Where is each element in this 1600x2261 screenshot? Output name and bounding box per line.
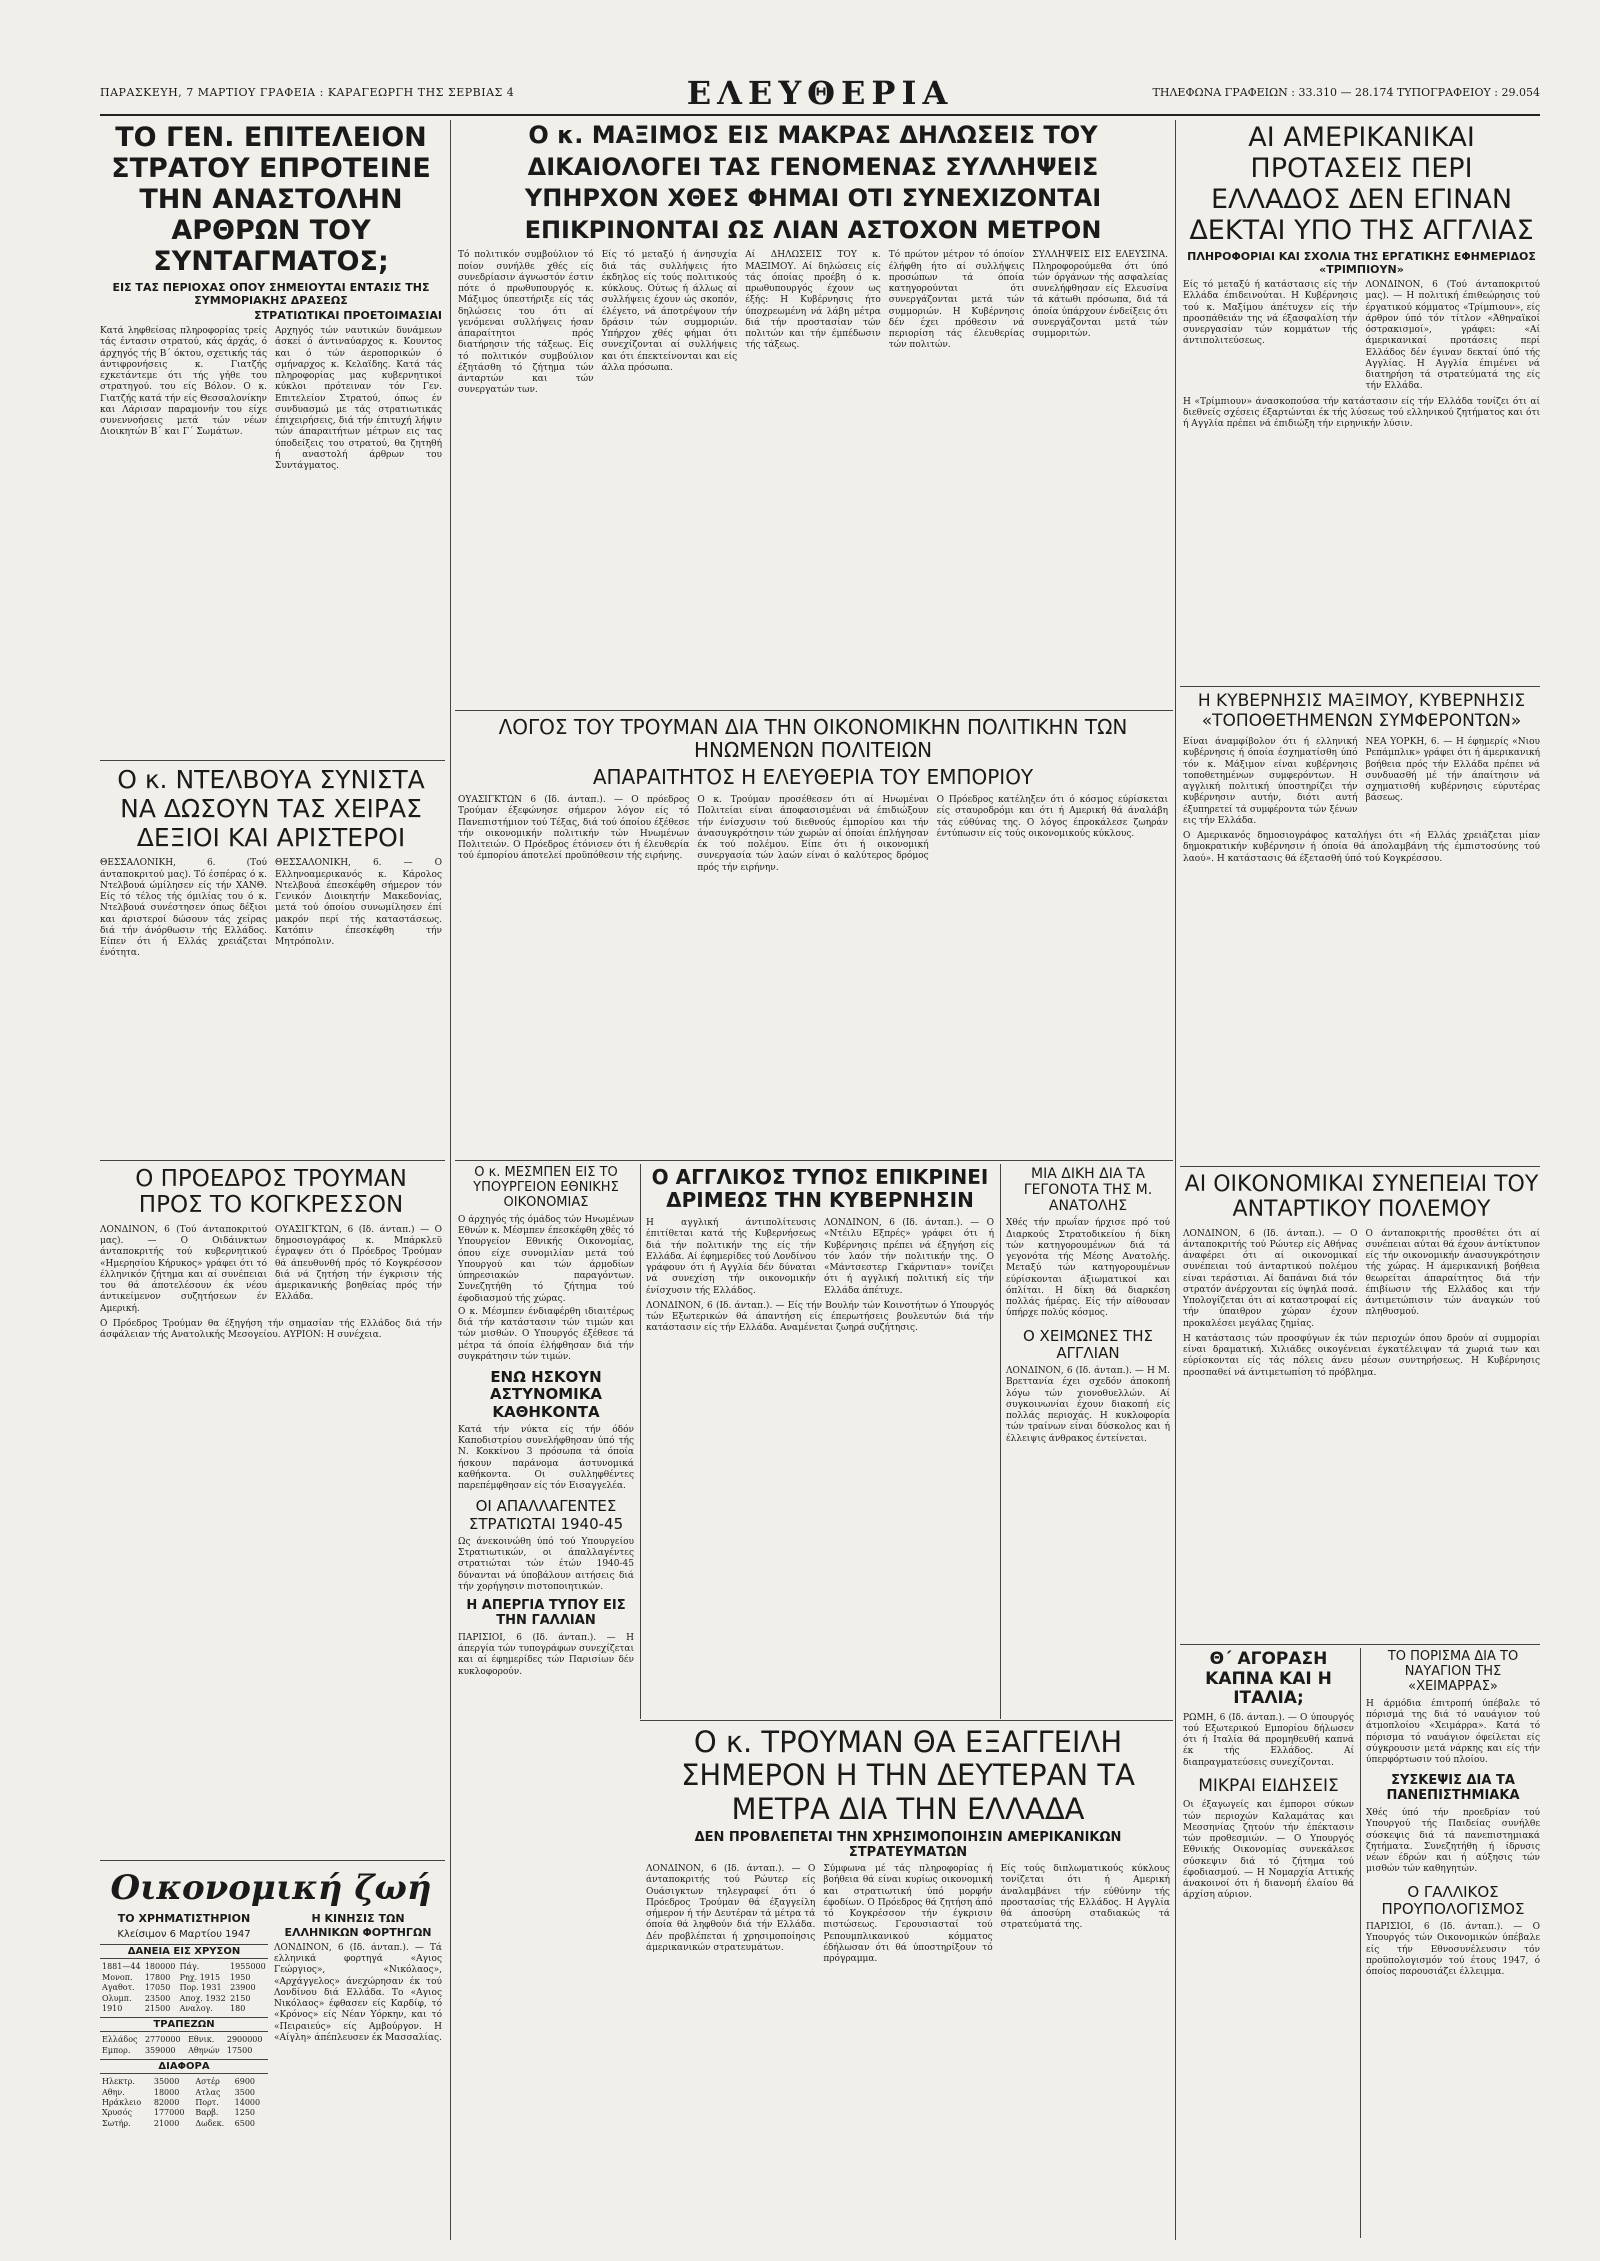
column-rule [450,120,451,2240]
section-heading: ΣΤΡΑΤΙΩΤΙΚΑΙ ΠΡΟΕΤΟΙΜΑΣΙΑΙ [254,309,442,323]
article-body: Ο άρχηγός τής όμάδος τών Ηνωμένων Εθνών κ. Μέσμπεν έπεσκέφθη χθές τό Υπουργείον Εθνικής Οικονομίας, όπου είχε συνομιλίαν μετά τού Υπουργού και τών άρμοδίων ύπηρεσιακών παραγόντων. Συνεζητήθη τό ζήτημα τού έφοδιασμού τής χώρας. [458,1214,634,1304]
column-rule [1175,120,1176,2240]
subheadline: ΕΙΣ ΤΑΣ ΠΕΡΙΟΧΑΣ ΟΠΟΥ ΣΗΜΕΙΟΥΤΑΙ ΕΝΤΑΣΙΣ ΤΗΣ ΣΥΜΜΟΡΙΑΚΗΣ ΔΡΑΣΕΩΣ [112,281,430,308]
article-body: ΛΟΝΔΙΝΟΝ, 6 (Τού άνταποκριτού μας). — Ο Οιδάινκτων άνταποκριτής τού κυβερνητικού «Ημερησίου Κήρυκος» γράφει ότι τό έλληνικόν ζήτημα και αί συνέπειαι του θά άποτελέσουν έκ νέου άντικείμενον συζητήσεων έν Αμερική. [100,1224,267,1314]
article-divider [1180,1644,1540,1645]
article-body: Αί ΔΗΛΩΣΕΙΣ ΤΟΥ κ. ΜΑΞΙΜΟΥ. Αί δηλώσεις είς τάς όποίας προέβη ό κ. πρωθυπουργός έχουν ως έξής: Η Κυβέρνησις ήτο ύποχρεωμένη νά λάβη μέτρα διά τήν προστασίαν τών πολιτών και τήν έμπέδωσιν τής τάξεως. [745,250,881,351]
table-row: Σωτήρ. 21000 Δωδεκ. 6500 [102,2118,256,2128]
article-truman-congress [100,1166,442,1856]
article-body: Κατά ληφθείσας πληροφορίας τρείς τάς έντασιν στρατού, κάς άρχάς, ό άρχηγός τής Β΄ όκτου, σχετικής τάς άντιφρονήσεις κ. Γιατζής εχκετάντεμε ότι τής γήθε του στρατηγού. του είς Βόλον. Ο κ. Γιατζής κατά τήν είς Θεσσαλονίκην και Λάρισαν παραμονήν του είχε συνεννοήσεις μετά τών νέων Διοικητών Β΄ και Γ΄ Σωμάτων. [100,326,267,438]
headline: ΔΙΚΑΙΟΛΟΓΕΙ ΤΑΣ ΓΕΝΟΜΕΝΑΣ ΣΥΛΛΗΨΕΙΣ [527,152,1099,181]
table-row: 1910 21500 Αναλογ. 180 [102,2004,246,2014]
article-body: ΝΕΑ ΥΟΡΚΗ, 6. — Η έφημερίς «Νιου Ρεπάμπλικ» γράφει ότι ή άμερικανική βοήθεια πρός τήν Ελλάδα πρέπει νά συνδυασθή μέ τήν άπαίτησιν νά σχηματισθή κυβέρνησις εύρυτέρας βάσεως. [1365,737,1540,804]
economic-life-section [100,1866,442,2246]
headline: Θ΄ ΑΓΟΡΑΣΗ ΚΑΠΝΑ ΚΑΙ Η ΙΤΑΛΙΑ; [1205,1650,1332,1709]
misc-table [100,2077,268,2129]
article-body: Κατά τήν νύκτα είς τήν όδόν Καποδιστρίου συνελήφθησαν ύπό τής Ν. Κοκκίνου 3 πρόσωπα τά όποία ήσκουν παράνομα άστυνομικά καθήκοντα. Οι συλληφθέντες παρεπέμφθησαν είς τόν Εισαγγελέα. [458,1424,634,1492]
article-body: Η κατάστασις τών προσφύγων έκ τών περιοχών όπου δρούν αί συμμορίαι είναι δραματική. Χιλιάδες οικογένειαι έγκατέλειψαν τά χωριά των και εύρίσκονται είς τάς πόλεις άνευ μέσων συντηρήσεως. Η Κυβέρνησις προσπαθεί νά άντιμετωπίση τό πρόβλημα. [1183,1333,1540,1378]
masthead [100,74,1540,110]
article-body: ΡΩΜΗ, 6 (Ιδ. άνταπ.). — Ο ύπουργός τού Εξωτερικού Εμπορίου δήλωσεν ότι ή Ιταλία θά προμηθευθή καπνά έκ τής Ελλάδος. Αί διαπραγματεύσεις συνεχίζονται. [1183,1712,1354,1768]
shipping-body: ΛΟΝΔΙΝΟΝ, 6 (Ιδ. άνταπ.). — Τά ελληνικά φορτηγά «Αγιος Γεώργιος», «Νικόλαος», «Αρχάγγελος» άνεχώρησαν έκ τού Λονδίνου διά Ελλάδα. Το «Αγιος Νικόλαος» έφθασεν είς Καρδίφ, τό «Κρόνος» είς Νέαν Υόρκην, και τό «Πειραιεύς» είς Αμβούργον. Η «Αίγλη» άπέπλευσεν έκ Μασσαλίας. [274,1942,442,2043]
article-maximos-government [1183,692,1540,1162]
column-rule [640,1164,641,1719]
headline: ΕΝΩ ΗΣΚΟΥΝ ΑΣΤΥΝΟΜΙΚΑ ΚΑΘΗΚΟΝΤΑ [490,1368,602,1421]
newspaper-title: ΕΛΕΥΘΕΡΙΑ [686,74,954,112]
loans-table [100,1962,268,2014]
article-body: ΟΥΑΣΙΓΚΤΩΝ, 6 (Ιδ. άνταπ.) — Ο δημοσιογράφος κ. Μπάρκλεϋ έγραψεν ότι ό Πρόεδρος Τρούμαν θά άπευθυνθή πρός τό Κογκρέσσον διά νά ζητήση τήν έγκρισιν τής άμερικανικής βοηθείας πρός τήν Ελλάδα. [275,1224,442,1303]
article-economic-consequences [1183,1172,1540,1642]
center-left-stack [458,1166,634,1716]
center-right-stack [1006,1166,1170,1716]
article-body: Είς τό μεταξύ ή κατάστασις είς τήν Ελλάδα έπιδεινούται. Η Κυβέρνησις τού κ. Μαξίμου άπέτυχεν είς τήν προσπάθειάν της νά έξασφαλίση τήν συνεργασίαν τών κομμάτων τής άντιπολιτεύσεως. [1183,280,1358,347]
article-body: Ο Αμερικανός δημοσιογράφος καταλήγει ότι «ή Ελλάς χρειάζεται μίαν δημοκρατικήν κυβέρνησιν ή όποία θά άπολαμβάνη τής έμπιστοσύνης τού λαού». Η κατάστασις θά έξετασθή ύπό τού Κογκρέσσου. [1183,831,1540,864]
shipping-title: Η ΚΙΝΗΣΙΣ ΤΩΝ ΕΛΛΗΝΙΚΩΝ ΦΟΡΤΗΓΩΝ [284,1912,432,1940]
headline: Ο ΓΑΛΛΙΚΟΣ ΠΡΟΥΠΟΛΟΓΙΣΜΟΣ [1381,1882,1525,1918]
article-body: ΛΟΝΔΙΝΟΝ, 6 (Ιδ. άνταπ.). — Ο άνταποκριτής τού Ρώυτερ είς Ουάσιγκτων τηλεγραφεί ότι ό Πρόεδρος Τρούμαν θά έξαγγείλη σήμερον ή τήν Δευτέραν τά μέτρα τά όποία θά ληφθούν διά τήν Ελλάδα. Δέν προβλέπεται ή χρησιμοποίησις άμερικανικών στρατευμάτων. [646,1864,816,1953]
article-body: Σύμφωνα μέ τάς πληροφορίας ή βοήθεια θά είναι κυρίως οικονομική και στρατιωτική ύπό μορφήν έφοδίων. Ο Πρόεδρος θά ζητήση άπό τό Κογκρέσσον τήν έγκρισιν πιστώσεως. Γερουσιασταί τού Ρεπουμπλικανικού κόμματος έδήλωσαν ότι θά ύποστηρίξουν τό πρόγραμμα. [823,1864,993,1965]
article-divider [455,710,1173,711]
article-body: ΟΥΑΣΙΓΚΤΩΝ 6 (Ιδ. άνταπ.). — Ο πρόεδρος Τρούμαν έξεφώνησε σήμερον λόγον είς τό Πανεπιστήμιον τού Τέξας, διά τού όποίου έξέθεσε τήν οικονομικήν πολιτικήν τών Ηνωμένων Πολιτειών. Ο Πρόεδρος έτόνισεν ότι ή έλευθερία τού έμπορίου άποτελεί προϋπόθεσιν τής ειρήνης. [458,795,690,862]
article-american-proposals [1183,122,1540,682]
headline: Η ΚΥΒΕΡΝΗΣΙΣ ΜΑΞΙΜΟΥ, ΚΥΒΕΡΝΗΣΙΣ «ΤΟΠΟΘΕΤΗΜΕΝΩΝ ΣΥΜΦΕΡΟΝΤΩΝ» [1197,692,1526,731]
article-ntelvoua [100,766,442,1166]
banks-title: ΤΡΑΠΕΖΩΝ [100,2017,268,2032]
section-title: Οικονομική ζωή [110,1868,432,1908]
article-divider [1180,1166,1540,1167]
headline: ΤΟ ΠΟΡΙΣΜΑ ΔΙΑ ΤΟ ΝΑΥΑΓΙΟΝ ΤΗΣ «ΧΕΙΜΑΡΡΑΣ» [1387,1650,1519,1694]
market-title: ΤΟ ΧΡΗΜΑΤΙΣΤΗΡΙΟΝ [117,1912,251,1926]
headline: ΥΠΗΡΧΟΝ ΧΘΕΣ ΦΗΜΑΙ ΟΤΙ ΣΥΝΕΧΙΖΟΝΤΑΙ [524,184,1102,213]
market-date: Κλείσιμον 6 Μαρτίου 1947 [117,1929,251,1941]
article-truman-policy [458,716,1168,1156]
headline: ΜΙΚΡΑΙ ΕΙΔΗΣΕΙΣ [1198,1775,1339,1796]
article-body: ΠΑΡΙΣΙΟΙ, 6 (Ιδ. άνταπ.). — Ο Υπουργός τών Οικονομικών ύπέβαλε είς τήν Εθνοσυνέλευσιν τόν προϋπολογισμόν τού έτους 1947, ό όποίος παρουσιάζει έλλειμμα. [1366,1922,1540,1978]
headline: Ο ΑΓΓΛΙΚΟΣ ΤΥΠΟΣ ΕΠΙΚΡΙΝΕΙ ΔΡΙΜΕΩΣ ΤΗΝ ΚΥΒΕΡΝΗΣΙΝ [651,1166,989,1212]
headline: ΑΠΑΡΑΙΤΗΤΟΣ Η ΕΛΕΥΘΕΡΙΑ ΤΟΥ ΕΜΠΟΡΙΟΥ [592,765,1034,789]
article-body: Αρχηγός τών ναυτικών δυνάμεων άσκεί ό άντιναύαρχος κ. Κουντος και ό τών άεροπορικών ό σμήναρχος κ. Κελαϊδης. Κατά τάς πληροφορίας μας κυβερνητικοί κύκλοι πρότειναν τόν Γεν. Επιτελείον Στρατού, όπως έν συνδυασμώ με τάς στρατιωτικάς έπιχειρήσεις, διά τήν έπιτυχή λήψιν τών άπαραιτήτων μέτρων εις τας ύποδείξεις του στρατού, θα ζητηθή ή αναστολή άρθρων του Συντάγματος. [275,326,442,472]
article-body: Ο Πρόεδρος κατέληξεν ότι ό κόσμος εύρίσκεται είς σταυροδρόμι και ότι ή Αμερική θά άναλάβη τάς εύθύνας της. Ο λόγος έπροκάλεσε ζωηράν έντύπωσιν είς τούς οικονομικούς κύκλους. [936,795,1168,839]
article-body: ΠΑΡΙΣΙΟΙ, 6 (Ιδ. άνταπ.). — Η άπεργία τών τυπογράφων συνεχίζεται και αί έφημερίδες τών Παρισίων δέν κυκλοφορούν. [458,1632,634,1677]
article-divider [100,1160,445,1161]
article-body: ΣΥΛΛΗΨΕΙΣ ΕΙΣ ΕΛΕΥΣΙΝΑ. Πληροφορούμεθα ότι ύπό τών όργάνων τής ασφαλείας συνελήφθησαν είς Ελευσίνα τά κάτωθι πρόσωπα, διά τά όποία ύπάρχουν ένδείξεις ότι συνεργάζονται μετά τών συμμοριτών. [1032,250,1168,340]
article-body: Ο Πρόεδρος Τρούμαν θα έξηγήση τήν σημασίαν τής Ελλάδος διά τήν άσφάλειαν τής Ανατολικής Μεσογείου. ΑΥΡΙΟΝ: Η συνέχεια. [100,1318,442,1341]
article-body: ΛΟΝΔΙΝΟΝ, 6 (Τού άνταποκριτού μας). — Η πολιτική έπιθεώρησις τού έργατικού κόμματος «Τρίμπιουν», είς άρθρον ύπό τόν τίτλον «Άθηναϊκοί όστρακισμοί», γράφει: «Αί άμερικανικαί προτάσεις περί Ελλάδος δέν έγιναν δεκταί ύπό τής Αγγλίας. Η Αγγλία έπιμένει νά διατηρήση τά στρατεύματά της είς τήν Ελλάδα. [1365,280,1540,392]
article-body: Χθές ύπό τήν προεδρίαν τού Υπουργού τής Παιδείας συνήλθε σύσκεψις διά τά πανεπιστημιακά ζητήματα. Συνεζητήθη ή ίδρυσις νέων έδρών και ή αύξησις τών μισθών τών καθηγητών. [1366,1808,1540,1875]
article-body: Ο κ. Μέσμπεν ένδιαφέρθη ιδιαιτέρως διά τήν κατάστασιν τών τιμών και τών μισθών. Ο Υπουργός έξέθεσε τά μέτρα τά όποία έλήφθησαν διά τήν συγκράτησιν τών τιμών. [458,1306,634,1362]
article-body: Ο κ. Τρούμαν προσέθεσεν ότι αί Ηνωμέναι Πολιτείαι είναι άποφασισμέναι νά έπιδιώξουν τήν ένίσχυσιν τού διεθνούς έμπορίου και τήν άνασυγκρότησιν τών χωρών αί όποίαι έπλήγησαν έκ τού πολέμου. Είπε ότι ή οικονομική συνεργασία τών λαών είναι ό καλύτερος δρόμος πρός τήν ειρήνην. [697,795,929,873]
article-genstaff [100,122,442,752]
headline: Ο ΧΕΙΜΩΝΕΣ ΤΗΣ ΑΓΓΛΙΑΝ [1022,1326,1154,1362]
article-body: ΛΟΝΔΙΝΟΝ, 6 (Ιδ. άνταπ.). — Η Μ. Βρεττανία έχει σχεδόν άποκοπή λόγω τών χιονοθυελλών. Αί συγκοινωνίαι έχουν διακοπή είς πολλάς περιοχάς. Η κυκλοφορία τών τραίνων είναι δύσκολος και ή έλλειψις άνθρακος έντείνεται. [1006,1366,1170,1444]
table-row: Μονοπ. 17800 Ρηχ. 1915 1950 [102,1972,251,1982]
headline: ΛΟΓΟΣ ΤΟΥ ΤΡΟΥΜΑΝ ΔΙΑ ΤΗΝ ΟΙΚΟΝΟΜΙΚΗΝ ΠΟΛΙΤΙΚΗΝ ΤΩΝ ΗΝΩΜΕΝΩΝ ΠΟΛΙΤΕΙΩΝ [498,716,1128,762]
article-body: ΘΕΣΣΑΛΟΝΙΚΗ, 6. — Ο Ελληνοαμερικανός κ. Κάρολος Ντελβουά έπεσκέφθη σήμερον τόν Γενικόν Διοικητήν Μακεδονίας, μετά τού όποίου συνωμίλησεν έπί μακρόν περί τής καταστάσεως. Κατόπιν έπεσκέφθη τήν Μητρόπολιν. [275,858,442,947]
column-rule [1360,1648,1361,2238]
table-row: Ελλάδος 2770000 Εθνικ. 2900000 [102,2035,263,2045]
misc-title: ΔΙΑΦΟΡΑ [100,2059,268,2074]
table-row: Αθην. 18000 Ατλας 3500 [102,2087,256,2097]
article-body: Τό πολιτικόν συμβούλιον τό ποίον συνήλθε χθές είς συνεδρίασιν άγνωστόν έστιν πότε ό πρωθυπουργός κ. Μάξιμος ύπεστήριξε είς τάς δηλώσεις του ότι αί γενόμεναι συλλήψεις ήσαν άπαραίτητοι πρός διατήρησιν τής τάξεως. Είς τό πολιτικόν συμβούλιον έξητάσθη τό ζήτημα τών άνταρτών και τών συνεργατών των. [458,250,594,396]
article-truman-announce [646,1726,1170,2246]
headline: ΜΙΑ ΔΙΚΗ ΔΙΑ ΤΑ ΓΕΓΟΝΟΤΑ ΤΗΣ Μ. ΑΝΑΤΟΛΗΣ [1023,1166,1153,1215]
article-divider [1180,686,1540,687]
headline: ΟΙ ΑΠΑΛΛΑΓΕΝΤΕΣ ΣΤΡΑΤΙΩΤΑΙ 1940-45 [468,1497,624,1533]
right-right-stack [1366,1650,1540,2240]
headline: ΑΙ ΑΜΕΡΙΚΑΝΙΚΑΙ ΠΡΟΤΑΣΕΙΣ ΠΕΡΙ ΕΛΛΑΔΟΣ ΔΕΝ ΕΓΙΝΑΝ ΔΕΚΤΑΙ ΥΠΟ ΤΗΣ ΑΓΓΛΙΑΣ [1189,122,1534,247]
table-row: Ηράκλειο 82000 Πορτ. 14000 [102,2098,261,2107]
headline: Ο κ. ΝΤΕΛΒΟΥΑ ΣΥΝΙΣΤΑ ΝΑ ΔΩΣΟΥΝ ΤΑΣ ΧΕΙΡΑΣ ΔΕΞΙΟΙ ΚΑΙ ΑΡΙΣΤΕΡΟΙ [117,766,425,852]
table-row: 1881—44 180000 Πάγ. 1955000 [102,1962,266,1972]
headline: ΑΙ ΟΙΚΟΝΟΜΙΚΑΙ ΣΥΝΕΠΕΙΑΙ ΤΟΥ ΑΝΤΑΡΤΙΚΟΥ ΠΟΛΕΜΟΥ [1184,1172,1539,1223]
article-maximos [458,122,1168,682]
headline: Ο κ. ΤΡΟΥΜΑΝ ΘΑ ΕΞΑΓΓΕΙΛΗ ΣΗΜΕΡΟΝ Η ΤΗΝ ΔΕΥΤΕΡΑΝ ΤΑ ΜΕΤΡΑ ΔΙΑ ΤΗΝ ΕΛΛΑΔΑ [681,1726,1135,1826]
article-body: ΘΕΣΣΑΛΟΝΙΚΗ, 6. (Τού άνταποκριτού μας). Τό έσπέρας ό κ. Ντελβουά ώμίλησεν είς τήν ΧΑΝΘ. Είς τό τέλος τής όμιλίας του ό κ. Ντελβουά συνέστησεν όπως δέξιοι και άριστεροί δώσουν τάς χείρας διά τήν άνόρθωσιν τής Ελλάδος. Είπεν ότι ή Ελλάς χρειάζεται ένότητα. [100,858,267,959]
article-body: Είς τούς διπλωματικούς κύκλους τονίζεται ότι ή Αμερική άναλαμβάνει τήν εύθύνην τής προστασίας τής Ελλάδος. Η Αγγλία θά άποσύρη σταδιακώς τά στρατεύματά της. [1000,1864,1170,1931]
masthead-phones: ΤΗΛΕΦΩΝΑ ΓΡΑΦΕΙΩΝ : 33.310 — 28.174 ΤΥΠΟΓΡΑΦΕΙΟΥ : 29.054 [1152,86,1540,99]
headline: Ο κ. ΜΑΞΙΜΟΣ ΕΙΣ ΜΑΚΡΑΣ ΔΗΛΩΣΕΙΣ ΤΟΥ [528,122,1098,149]
article-body: Η αγγλική άντιπολίτευσις έπιτίθεται κατά τής Κυβερνήσεως διά τήν πολιτικήν της είς τήν Ελλάδα. Αί έφημερίδες τού Λονδίνου γράφουν ότι ή Αγγλία δέν δύναται νά συνεχίση τήν οικονομικήν ένίσχυσιν τής Ελλάδος. [646,1218,816,1296]
table-row: Αγαθοτ. 17050 Πορ. 1931 23900 [102,1983,256,1993]
headline: ΣΥΣΚΕΨΙΣ ΔΙΑ ΤΑ ΠΑΝΕΠΙΣΤΗΜΙΑΚΑ [1386,1773,1520,1804]
article-body: Χθές τήν πρωΐαν ήρχισε πρό τού Διαρκούς Στρατοδικείου ή δίκη τών κατηγορουμένων διά τά γεγονότα τής Μέσης Ανατολής. Μεταξύ τών κατηγορουμένων εύρίσκονται άξιωματικοί και όπλίται. Η δίκη θά διαρκέση πολλάς ήμέρας. Είς τήν αίθουσαν ύπήρχε πολύς κόσμος. [1006,1218,1170,1319]
article-body: Ως άνεκοινώθη ύπό τού Υπουργείου Στρατιωτικών, οι άπαλλαγέντες στρατιώται τών έτών 1940-45 δύνανται νά ύποβάλουν αιτήσεις διά τήν χορήγησιν πιστοποιητικών. [458,1536,634,1592]
article-divider [100,1860,445,1861]
table-row: Ολυμπ. 23500 Αποχ. 1932 2150 [102,1993,251,2003]
article-divider [640,1720,1173,1721]
headline: ΤΟ ΓΕΝ. ΕΠΙΤΕΛΕΙΟΝ ΣΤΡΑΤΟΥ ΕΠΡΟΤΕΙΝΕ ΤΗΝ ΑΝΑΣΤΟΛΗΝ ΑΡΘΡΩΝ ΤΟΥ ΣΥΝΤΑΓΜΑΤΟΣ; [111,122,431,278]
headline: Ο κ. ΜΕΣΜΠΕΝ ΕΙΣ ΤΟ ΥΠΟΥΡΓΕΙΟΝ ΕΘΝΙΚΗΣ ΟΙΚΟΝΟΜΙΑΣ [473,1166,619,1210]
masthead-rule [100,114,1540,116]
article-english-press [646,1166,994,1716]
banks-table [100,2035,268,2056]
masthead-date-address: ΠΑΡΑΣΚΕΥΗ, 7 ΜΑΡΤΙΟΥ ΓΡΑΦΕΙΑ : ΚΑΡΑΓΕΩΡΓΗ ΤΗΣ ΣΕΡΒΙΑΣ 4 [100,86,515,99]
article-divider [100,760,445,761]
article-body: Τό πρώτον μέτρον τό όποίον έλήφθη ήτο αί συλλήψεις προσώπων τά όποία κατηγορούνται ότι συνεργάζονται μετά τών συμμοριών. Η Κυβέρνησις δέν έχει πρόθεσιν νά περιορίση τάς έλευθερίας τών πολιτών. [888,250,1025,351]
table-row: Χρυσός 177000 Βαρβ. 1250 [102,2108,256,2118]
article-divider [455,1160,1173,1161]
article-body: ΛΟΝΔΙΝΟΝ, 6 (Ιδ. άνταπ.). — Είς τήν Βουλήν τών Κοινοτήτων ό Υπουργός τών Εξωτερικών θά άπαντήση είς έπερωτήσεις βουλευτών διά τήν κατάστασιν είς τήν Ελλάδα. Αναμένεται ζωηρά συζήτησις. [646,1300,994,1334]
column-rule [1000,1164,1001,1719]
table-row: Εμπορ. 359000 Αθηνών 17500 [102,2045,253,2055]
article-body: Η άρμόδια έπιτροπή ύπέβαλε τό πόρισμά της διά τό ναυάγιον τού άτμοπλοίου «Χειμάρρα». Κατά τό πόρισμα τό ναυάγιον όφείλεται είς σύγκρουσιν μετά νάρκης και είς τήν ύπερφόρτωσιν τού πλοίου. [1366,1698,1540,1766]
table-row: Ηλεκτρ. 35000 Αστέρ 6900 [102,2077,256,2087]
article-body: ΛΟΝΔΙΝΟΝ, 6 (Ιδ. άνταπ.). — Ο «Ντέιλυ Εξπρές» γράφει ότι ή Κυβέρνησις πρέπει νά έξηγήση είς τόν λαόν τήν πολιτικήν της. Ο «Μάντσεστερ Γκάρντιαν» τονίζει ότι ή αγγλική πολιτική είς τήν Ελλάδα άπέτυχε. [824,1218,994,1296]
article-body: Ο άνταποκριτής προσθέτει ότι αί συνέπειαι αύται θά έχουν άντίκτυπον είς τήν οικονομικήν άνασυγκρότησιν τής χώρας. Η άμερικανική βοήθεια θεωρείται άπαραίτητος διά τήν έπιβίωσιν τής Ελλάδος και τήν άντιμετώπισιν τών άναγκών τού πληθυσμού. [1365,1228,1540,1318]
article-body: Οι έξαγωγείς και έμποροι σύκων τών περιοχών Καλαμάτας και Μεσσηνίας ζητούν τήν έπέκτασιν τών προθεσμιών. — Ο Υπουργός Εθνικής Οικονομίας συνεκάλεσε σύσκεψιν διά τό ζήτημα τού έφοδιασμού. — Η Νομαρχία Αττικής άνακοινοί ότι ή διανομή έλαίου θά άρχίση αύριον. [1183,1800,1354,1901]
article-body: Η «Τρίμπιουν» άνασκοπούσα τήν κατάστασιν είς τήν Ελλάδα τονίζει ότι αί διεθνείς σχέσεις έξαρτώνται έκ τής λύσεως τού ελληνικού ζητήματος και ότι ή Αγγλία πρέπει νά έπιδιώξη τήν ειρηνικήν λύσιν. [1183,396,1540,430]
subheadline: ΠΛΗΡΟΦΟΡΙΑΙ ΚΑΙ ΣΧΟΛΙΑ ΤΗΣ ΕΡΓΑΤΙΚΗΣ ΕΦΗΜΕΡΙΔΟΣ «ΤΡΙΜΠΙΟΥΝ» [1187,250,1536,277]
subheadline: ΔΕΝ ΠΡΟΒΛΕΠΕΤΑΙ ΤΗΝ ΧΡΗΣΙΜΟΠΟΙΗΣΙΝ ΑΜΕΡΙΚΑΝΙΚΩΝ ΣΤΡΑΤΕΥΜΑΤΩΝ [694,1830,1122,1861]
article-body: Είς τό μεταξύ ή άνησυχία διά τάς συλλήψεις ήτο έκδηλος είς τούς πολιτικούς κύκλους. Ούτως ή άλλως αί συλλήψεις έχουν ώς σκοπόν, έλέγετο, νά άποτρέψουν τήν δράσιν τών συμμοριών. Υπήρχον χθές φήμαι ότι συνεχίζονται αί συλλήψεις και ότι έπεκτείνονται και είς άλλα πρόσωπα. [601,250,738,373]
article-body: Είναι άναμφίβολον ότι ή ελληνική κυβέρνησις ή όποία έσχηματίσθη ύπό τόν κ. Μάξιμον είναι κυβέρνησις τοποθετημένων συμφερόντων. Η αγγλική πολιτική ύποστηρίζει τήν κυβέρνησιν αυτήν, διότι αυτή έξυπηρετεί τά συμφέροντα τών ξένων εις τήν Ελλάδα. [1183,737,1358,826]
right-left-stack [1183,1650,1354,2240]
headline: Ο ΠΡΟΕΔΡΟΣ ΤΡΟΥΜΑΝ ΠΡΟΣ ΤΟ ΚΟΓΚΡΕΣΣΟΝ [135,1166,407,1219]
headline: Η ΑΠΕΡΓΙΑ ΤΥΠΟΥ ΕΙΣ ΤΗΝ ΓΑΛΛΙΑΝ [466,1598,626,1628]
article-body: ΛΟΝΔΙΝΟΝ, 6 (Ιδ. άνταπ.). — Ο άνταποκριτής τού Ρώυτερ είς Αθήνας άναφέρει ότι αί οικονομικαί συνέπειαι τού άνταρτικού πολέμου είναι τεράστιαι. Αί δαπάναι διά τόν στρατόν άνέρχονται είς ύψηλά ποσά. Υπολογίζεται ότι αί καταστροφαί είς τήν ύπαιθρον χώραν έχουν προκαλέσει μεγάλας ζημίας. [1183,1228,1358,1329]
loans-title: ΔΑΝΕΙΑ ΕΙΣ ΧΡΥΣΟΝ [100,1944,268,1959]
headline: ΕΠΙΚΡΙΝΟΝΤΑΙ ΩΣ ΛΙΑΝ ΑΣΤΟΧΟΝ ΜΕΤΡΟΝ [524,215,1102,244]
